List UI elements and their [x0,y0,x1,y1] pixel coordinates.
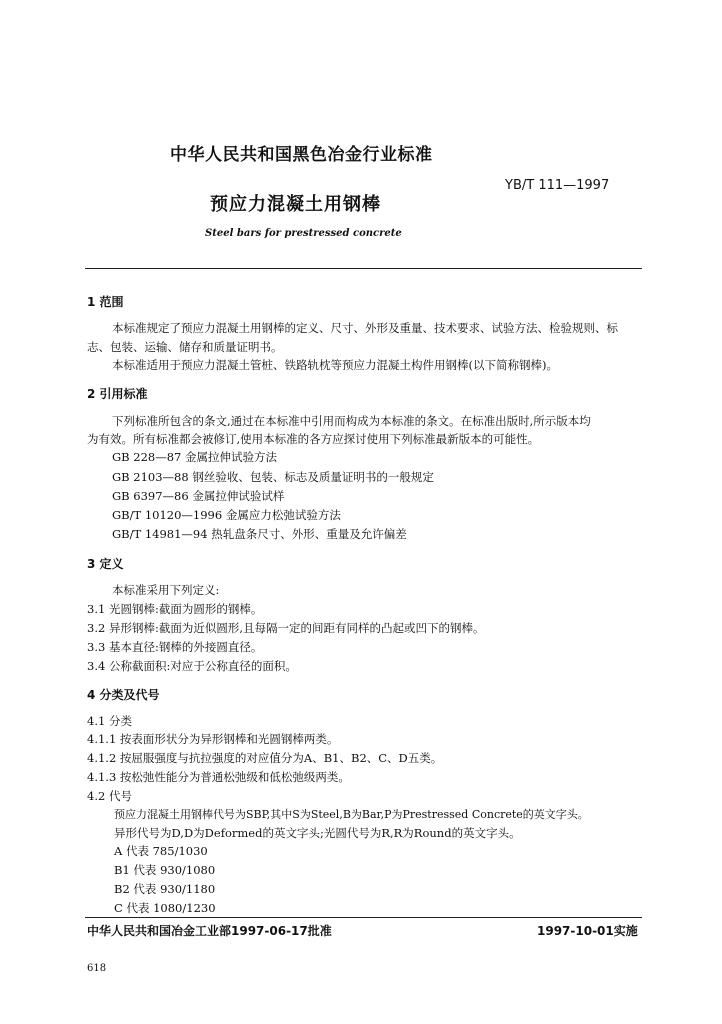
header-divider [85,268,642,269]
standard-code: YB/T 111—1997 [505,178,610,193]
reference-standard: GB 2103—88 钢丝验收、包装、标志及质量证明书的一般规定 [112,470,434,484]
reference-standard: GB/T 14981—94 热轧盘条尺寸、外形、重量及允许偏差 [112,527,407,541]
reference-standard: GB 228—87 金属拉伸试验方法 [112,450,278,464]
classification-item: 4.1 分类 [87,714,132,728]
section-2-paragraph-line-2: 为有效。所有标准都会被修订,使用本标准的各方应探讨使用下列标准最新版本的可能性。 [87,432,540,446]
definition-item: 3.1 光圆钢棒:截面为圆形的钢棒。 [87,602,263,616]
section-1-paragraph-line-2: 志、包装、运输、储存和质量证明书。 [87,340,283,354]
classification-item: 4.1.1 按表面形状分为异形钢棒和光圆钢棒两类。 [87,732,339,746]
section-1-heading: 1 范围 [87,295,124,309]
reference-standard: GB 6397—86 金属拉伸试验试样 [112,489,285,503]
section-3-heading: 3 定义 [87,557,124,571]
footer-divider [85,917,642,918]
strength-code-item: A 代表 785/1030 [114,844,208,858]
page-number: 618 [87,963,107,974]
strength-code-item: B2 代表 930/1180 [114,882,216,896]
issuing-organization: 中华人民共和国黑色冶金行业标准 [170,145,433,165]
classification-item: 4.1.3 按松弛性能分为普通松弛级和低松弛级两类。 [87,770,350,784]
approval-statement: 中华人民共和国冶金工业部1997-06-17批准 [87,924,332,938]
definition-item: 3.2 异形钢棒:截面为近似圆形,且每隔一定的间距有同样的凸起或凹下的钢棒。 [87,621,485,635]
section-1-paragraph-line-1: 本标准规定了预应力混凝土用钢棒的定义、尺寸、外形及重量、技术要求、试验方法、检验规则、标 [112,321,618,335]
section-4-heading: 4 分类及代号 [87,688,160,702]
document-title: 预应力混凝土用钢棒 [210,194,381,215]
definition-item: 3.3 基本直径:钢棒的外接圆直径。 [87,640,263,654]
strength-code-item: C 代表 1080/1230 [114,901,216,915]
sbp-code-paragraph: 预应力混凝土用钢棒代号为SBP,其中S为Steel,B为Bar,P为Prestressed Concrete的英文字头。 [114,808,589,821]
section-2-heading: 2 引用标准 [87,387,148,401]
section-2-paragraph-line-1: 下列标准所包含的条文,通过在本标准中引用而构成为本标准的条文。在标准出版时,所示版本均 [112,414,591,428]
definition-item: 3.4 公称截面积:对应于公称直径的面积。 [87,659,297,673]
section-1-scope-paragraph: 本标准适用于预应力混凝土管桩、铁路轨枕等预应力混凝土构件用钢棒(以下简称钢棒)。 [112,358,558,372]
effective-date: 1997-10-01实施 [537,924,638,938]
section-3-intro: 本标准采用下列定义: [112,583,220,597]
shape-code-paragraph: 异形代号为D,D为Deformed的英文字头;光圆代号为R,R为Round的英文字头。 [114,826,521,840]
classification-item: 4.1.2 按屈服强度与抗拉强度的对应值分为A、B1、B2、C、D五类。 [87,751,443,765]
document-title-english: Steel bars for prestressed concrete [205,228,402,239]
reference-standard: GB/T 10120—1996 金属应力松弛试验方法 [112,508,341,522]
classification-item: 4.2 代号 [87,789,132,803]
strength-code-item: B1 代表 930/1080 [114,863,216,877]
